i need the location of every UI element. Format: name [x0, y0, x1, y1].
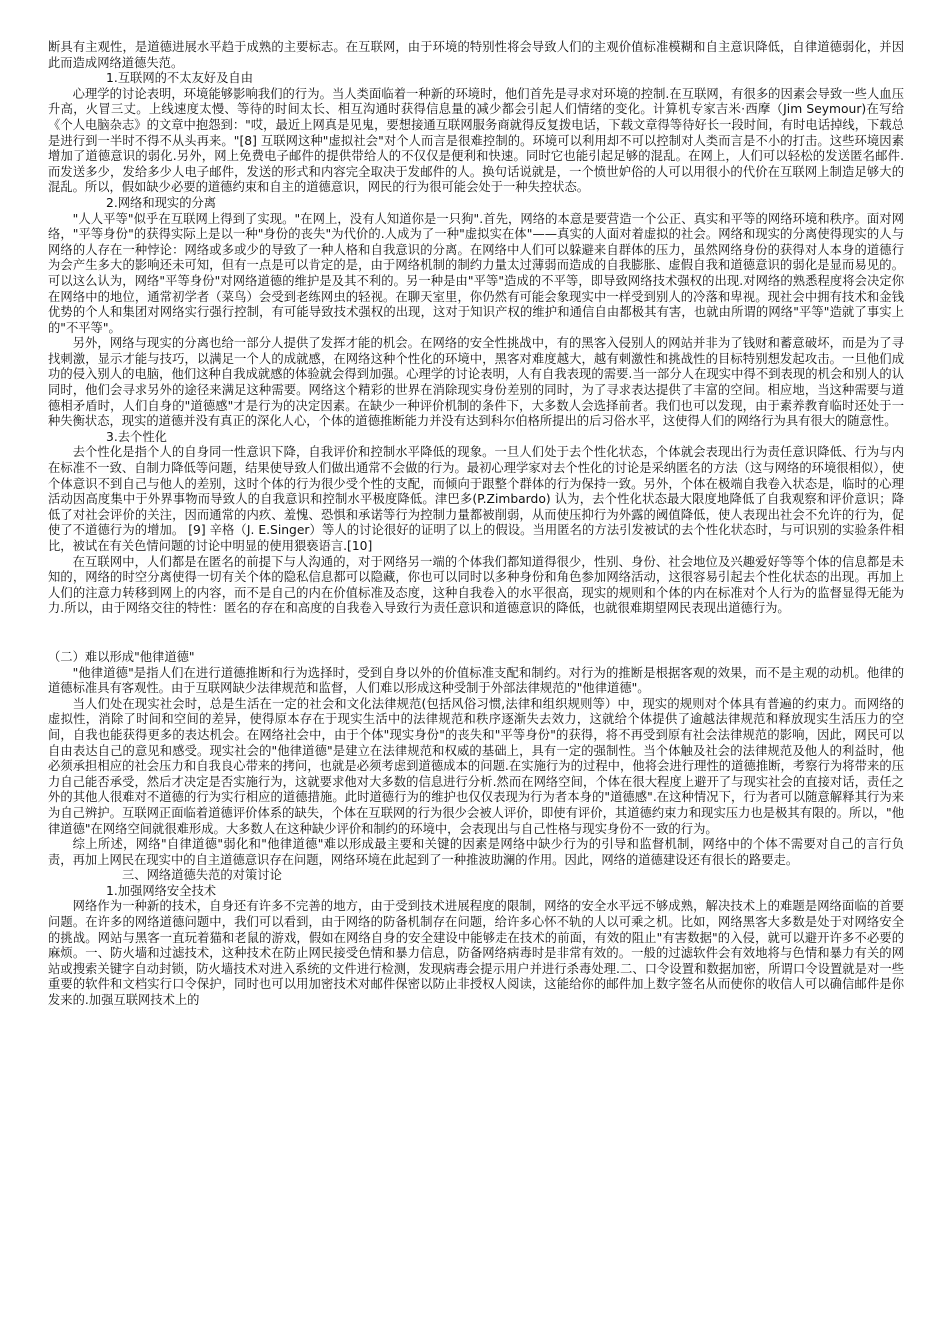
para-social-norms: 当人们处在现实社会时，总是生活在一定的社会和文化法律规范(包括风俗习惯,法律和组织规则等）中，现实的规则对个体具有普遍的约束力。而网络的虚拟性，消除了时间和空间的差异，使得原本存在于现实生活中的法律规范和秩序逐渐失去效力，这就给个体提供了逾越法律规范和释放现实生活压力的空间，自我也能获得更多的表达机会。在网络社会中，由于个体"现实身份"的丧失和"平等身份"的获得，将不再受到原有社会法律规范的影响，因此，网民可以自由表达自己的意见和感受。现实社会的"他律道德"是建立在法律规范和权威的基础上，具有一定的强制性。当个体触及社会的法律规范及他人的利益时，他必须承担相应的社会压力和自我良心带来的拷问，也就是必须考虑到道德成本的问题.在实施行为的过程中，他将会进行理性的道德推断，考察行为将带来的压力自己能否承受，然后才决定是否实施行为，这就要求他对大多数的信息进行分析.然而在网络空间，个体在很大程度上避开了与现实社会的直接对话，责任之外的其他人很难对不道德的行为实行相应的道德措施。此时道德行为的维护也仅仅表现为行为者本身的"道德感".在这种情况下，行为者可以随意解释其行为来为自己辨护。互联网正面临着道德评价体系的缺失，个体在互联网的行为很少会被人评价，即使有评价，其道德约束力和现实压力也是极其有限的。所以，"他律道德"在网络空间就很难形成。大多数人在这种缺少评价和制约的环境中，会表现出与自己性格与现实身份不一致的行为。 — [48, 696, 904, 836]
para-environment: 心理学的讨论表明，环境能够影响我们的行为。当人类面临着一种新的环境时，他们首先是寻求对环境的控制.在互联网，有很多的因素会导致一些人血压升高，火冒三丈。上线速度太慢、等待的时间太长、相互沟通时获得信息量的减少都会引起人们情绪的变化。计算机专家吉米·西摩（Jim Seymour)在写给《个人电脑杂志》的文章中抱怨到："哎，最近上网真是见鬼，要想接通互联网服务商就得反复拨电话，下载文章得等待好长一段时间，有时电话掉线，下载总是进行到一半时不得不从头再来。"[8] 互联网这种"虚拟社会"对个人而言是很难控制的。环境可以利用却不可以控制对人类而言是不小的打击。这些环境因素增加了道德意识的弱化.另外，网上免费电子邮件的提供带给人的不仅仅是便利和快速。同时它也能引起足够的混乱。在网上，人们可以轻松的发送匿名邮件.而发送多少，发给多少人电子邮件，发送的形式和内容完全取决于发邮件的人。换句话说就是，一个愤世妒俗的人可以用很小的代价在互联网上制造足够大的混乱。所以，假如缺少必要的道德约束和自主的道德意识，网民的行为很可能会处于一种失控状态。 — [48, 86, 904, 195]
para-equality: "人人平等"似乎在互联网上得到了实现。"在网上，没有人知道你是一只狗".首先，网络的本意是要营造一个公正、真实和平等的网络环境和秩序。面对网络，"平等身份"的获得实际上是以一种"身份的丧失"为代价的.人成为了一种"虚拟实在体"——真实的人面对着虚拟的社会。网络和现实的分离使得现实的人与网络的人存在一种悖论：网络或多或少的导致了一种人格和自我意识的分离。在网络中人们可以躲避来自群体的压力，虽然网络身份的获得对人本身的道德行为会产生多大的影响还未可知，但有一点是可以肯定的是，由于网络机制的制约力量太过薄弱而造成的自我膨胀、虚假自我和道德意识的弱化是显而易见的。可以这么认为，网络"平等身份"对网络道德的维护是及其不利的。另一种是由"平等"造成的不平等，即导致网络技术强权的出现.对网络的熟悉程度将会决定你在网络中的地位，通常初学者（菜鸟）会受到老练网虫的轻视。在聊天室里，你仍然有可能会象现实中一样受到别人的冷落和卑视。现社会中拥有技术和金钱优势的个人和集团对网络实行强行控制，有可能导致技术强权的出现，这对于知识产权的维护和通信自由都极其有害，也就由所谓的网络"平等"造就了事实上的"不平等"。 — [48, 211, 904, 335]
para-security: 网络作为一种新的技术，自身还有许多不完善的地方，由于受到技术进展程度的限制，网络的安全水平远不够成熟，解决技术上的难题是网络面临的首要问题。在许多的网络道德问题中，我们可以看到，由于网络的防备机制存在问题，给许多心怀不轨的人以可乘之机。比如，网络黑客大多数是处于对网络安全的挑战。网站与黑客一直玩着猫和老鼠的游戏，假如在网络自身的安全建设中能够走在技术的前面，有效的阻止"有害数据"的入侵，就可以避开许多不必要的麻烦。一、防火墙和过滤技术，这种技术在防止网民接受色情和暴力信息，防备网络病毒时是非常有效的。一般的过滤软件会有效地将与色情和暴力有关的网站或搜索关键字自动封锁，防火墙技术对进入系统的文件进行检测，发现病毒会提示用户并进行杀毒处理.二、口令设置和数据加密，所谓口令设置就是对一些重要的软件和文档实行口令保护，同时也可以用加密技术对邮件保密以防止非授权人阅读，这能给你的邮件加上数字签名从而使你的收信人可以确信邮件是你发来的.加强互联网技术上的 — [48, 899, 904, 1008]
para-hackers: 另外，网络与现实的分离也给一部分人提供了发挥才能的机会。在网络的安全性挑战中，有的黑客入侵别人的网站并非为了钱财和蓄意破坏，而是为了寻找刺激，显示才能与技巧，以满足一个人的成就感，在网络这种个性化的环境中，黑客对难度越大，越有刺激性和挑战性的目标特别想发起攻击。一旦他们成功的侵入别人的电脑，他们这种自我成就感的体验就会得到加强。心理学的讨论表明，人有自我表现的需要.当一部分人在现实中得不到表现的机会和别人的认同时，他们会寻求另外的途径来满足这种需要。网络这个精彩的世界在消除现实身份差别的同时，为了寻求表达提供了丰富的空间。相应地，当这种需要与道德相矛盾时，人们自身的"道德感"才是行为的决定因素。在缺少一种评价机制的条件下，大多数人会选择前者。我们也可以发现，由于素养教育临时还处于一种失衡状态，现实的道德并没有真正的深化人心，个体的道德推断能力并没有达到科尔伯格所提出的后习俗水平，这使得人们的网络行为具有很大的随意性。 — [48, 336, 904, 429]
para-heteronomy-def: "他律道德"是指人们在进行道德推断和行为选择时，受到自身以外的价值标准支配和制约。对行为的推断是根据客观的效果，而不是主观的动机。他律的道德标准具有客观性。由于互联网缺少法律规范和监督，人们难以形成这种受制于外部法律规范的"他律道德"。 — [48, 665, 904, 696]
para-anonymity: 在互联网中，人们都是在匿名的前提下与人沟通的，对于网络另一端的个体我们都知道得很少，性别、身份、社会地位及兴趣爱好等等个体的信息都是未知的，网络的时空分离使得一切有关个体的隐私信息都可以隐藏，你也可以同时以多种身份和角色参加网络活动，这很容易引起去个性化状态的出现。再加上人们的注意力转移到网上的内容，而不是自己的内在价值标准及态度，这种自我卷入的水平很高，现实的规则和个体的内在标准对个人行为的监督显得无能为力.所以，由于网络交往的特性：匿名的存在和高度的自我卷入导致行为责任意识和道德意识的降低，也就很难期望网民表现出道德行为。 — [48, 554, 904, 616]
heading-3-1: 1.加强网络安全技术 — [106, 883, 217, 898]
heading-section-3: 三、网络道德失范的对策讨论 — [122, 868, 282, 883]
heading-1-3: 3.去个性化 — [106, 429, 167, 444]
heading-2: （二）难以形成"他律道德" — [48, 649, 195, 664]
para-summary: 综上所述，网络"自律道德"弱化和"他律道德"难以形成最主要和关键的因素是网络中缺少行为的引导和监督机制，网络中的个体不需要对自己的言行负责，再加上网民在现实中的自主道德意识存在问题，网络环境在此起到了一种推波助澜的作用。因此，网络的道德建设还有很长的路要走。 — [48, 837, 904, 867]
para-deindividuation: 去个性化是指个人的自身同一性意识下降，自我评价和控制水平降低的现象。一旦人们处于去个性化状态，个体就会表现出行为责任意识降低、行为与内在标准不一致、自制力降低等问题，结果使导致人们做出通常不会做的行为。最初心理学家对去个性化的讨论是采纳匿名的方法（这与网络的环境很相似），使个体意识不到自己与他人的差别，这时个体的行为很少受个性的支配，而倾向于跟整个群体的行为保持一致。另外，个体在极端自我卷入状态是，临时的心理活动因高度集中于外界事物而导致人的自我意识和控制水平极度降低。津巴多(P.Zimbardo) 认为，去个性化状态最大限度地降低了自我观察和评价意识；降低了对社会评价的关注，因而通常的内疚、羞愧、恐惧和承诺等行为控制力量都被削弱，从而使压抑行为外露的阈值降低，使人表现出社会不允许的行为，促使了不道德行为的增加。 [9] 辛格（J. E.Singer）等人的讨论很好的证明了以上的假设。当用匿名的方法引发被试的去个性化状态时，与可识别的实验条件相比，被试在有关色情问题的讨论中明显的使用猥亵语言.[10] — [48, 445, 904, 553]
para-intro: 断具有主观性，是道德进展水平趋于成熟的主要标志。在互联网，由于环境的特别性将会导致人们的主观价值标准模糊和自主意识降低，自律道德弱化，并因此而造成网络道德失范。 — [48, 40, 904, 70]
heading-1-2: 2.网络和现实的分离 — [106, 195, 217, 210]
heading-1-1: 1.互联网的不太友好及自由 — [106, 71, 253, 86]
